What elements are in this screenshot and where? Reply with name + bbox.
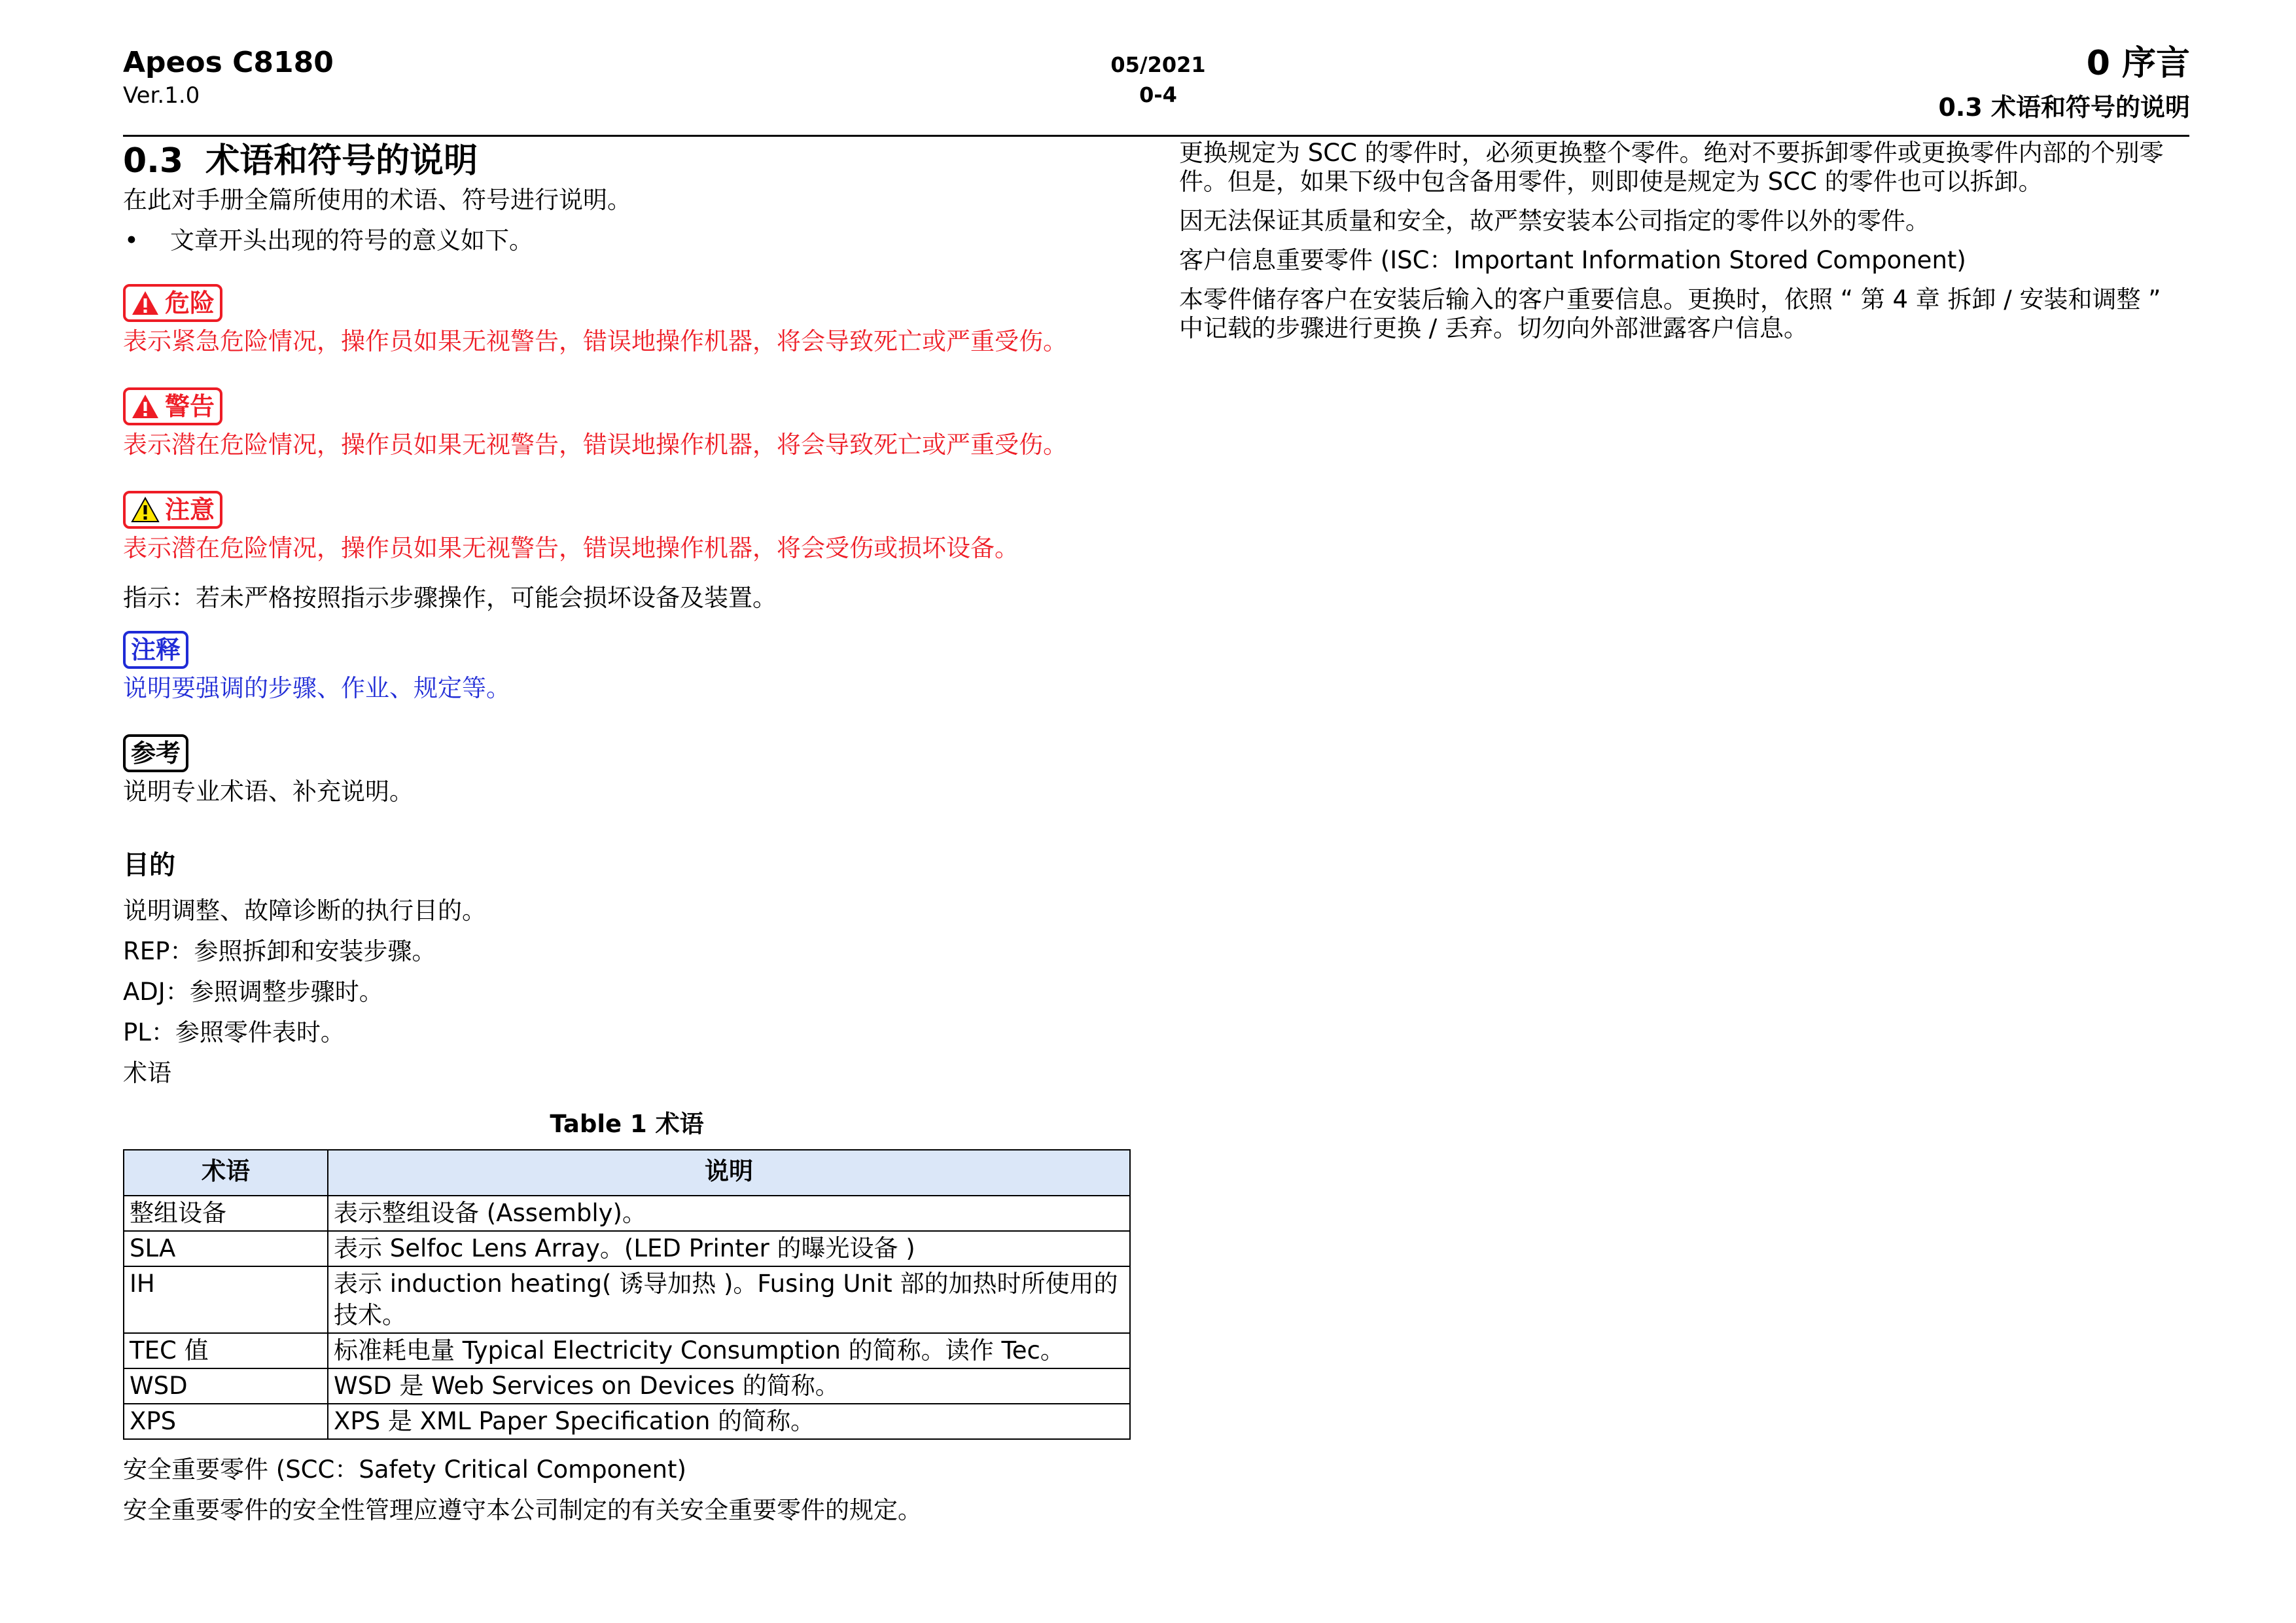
header-page-number: 0-4 [1139,82,1177,107]
danger-badge [123,284,222,322]
caution-triangle-icon [131,497,160,523]
table-cell-description: 表示 Selfoc Lens Array。(LED Printer 的曝光设备 ) [328,1231,1130,1266]
purpose-line: REP：参照拆卸和安装步骤。 [123,937,436,965]
table-cell-description: WSD 是 Web Services on Devices 的简称。 [328,1368,1130,1404]
caution-label: 注意 [165,495,215,524]
table-cell-term: TEC 值 [124,1333,328,1368]
table-cell-term: SLA [124,1231,328,1266]
terms-table [123,1149,1131,1440]
scc-title: 安全重要零件 (SCC：Safety Critical Component) [123,1455,686,1484]
table-row [124,1266,1130,1333]
warning-triangle-icon [131,393,160,419]
scc-text: 安全重要零件的安全性管理应遵守本公司制定的有关安全重要零件的规定。 [123,1496,922,1524]
header-date: 05/2021 [1110,52,1206,77]
reference-badge [123,734,188,772]
danger-text: 表示紧急危险情况，操作员如果无视警告，错误地操作机器，将会导致死亡或严重受伤。 [123,327,1067,355]
intro-text: 在此对手册全篇所使用的术语、符号进行说明。 [123,186,631,214]
reference-text: 说明专业术语、补充说明。 [123,777,414,806]
table-cell-description: 标准耗电量 Typical Electricity Consumption 的简称。读作 Tec。 [328,1333,1130,1368]
table-row [124,1231,1130,1266]
right-paragraph: 客户信息重要零件 (ISC：Important Information Stored Component) [1179,246,1966,274]
table-row [124,1404,1130,1439]
table-header-description: 说明 [328,1150,1130,1196]
table-cell-term: WSD [124,1368,328,1404]
right-paragraph: 本零件储存客户在安装后输入的客户重要信息。更换时，依照 “ 第 4 章 拆卸 / 安装和调整 ” 中记载的步骤进行更换 / 丢弃。切勿向外部泄露客户信息。 [1179,285,2161,342]
bullet-item [123,224,1131,258]
table-cell-description: XPS 是 XML Paper Specification 的简称。 [328,1404,1130,1439]
header-chapter: 0 序言 [2086,44,2190,83]
table-header-term: 术语 [124,1150,328,1196]
right-paragraph: 更换规定为 SCC 的零件时，必须更换整个零件。绝对不要拆卸零件或更换零件内部的个别零件。但是，如果下级中包含备用零件，则即使是规定为 SCC 的零件也可以拆卸。 [1179,139,2164,196]
section-title [123,139,1131,183]
purpose-line: 术语 [123,1059,171,1087]
danger-label: 危险 [165,289,215,317]
section-number: 0.3 [123,141,184,181]
header-section: 0.3 术语和符号的说明 [1938,93,2190,122]
note-text: 说明要强调的步骤、作业、规定等。 [123,674,510,702]
purpose-line: 说明调整、故障诊断的执行目的。 [123,897,486,925]
warning-block [123,387,1131,462]
header-divider [123,135,2189,137]
reference-label: 参考 [131,739,181,768]
reference-block [123,734,1131,809]
note-badge [123,631,188,669]
caution-badge [123,491,222,529]
table-header-row [124,1150,1130,1196]
right-column [1179,139,2189,353]
note-block [123,631,1131,705]
bullet-mark: • [124,226,139,255]
caution-block [123,491,1131,565]
table-cell-description: 表示 induction heating( 诱导加热 )。Fusing Unit 部的加热时所使用的技术。 [328,1266,1130,1333]
table-cell-term: IH [124,1266,328,1333]
right-paragraph: 因无法保证其质量和安全，故严禁安装本公司指定的零件以外的零件。 [1179,207,1930,235]
table-cell-term: 整组设备 [124,1196,328,1231]
purpose-heading: 目的 [123,850,175,880]
table-caption: Table 1 术语 [550,1110,704,1138]
header-version: Ver.1.0 [123,82,200,109]
instruction-text: 指示：若未严格按照指示步骤操作，可能会损坏设备及装置。 [123,584,777,612]
caution-text: 表示潜在危险情况，操作员如果无视警告，错误地操作机器，将会受伤或损坏设备。 [123,534,1019,562]
purpose-line: ADJ：参照调整步骤时。 [123,978,383,1006]
header-product-name: Apeos C8180 [123,46,334,79]
note-label: 注释 [131,635,181,664]
header-date-page [1047,50,1269,110]
table-cell-term: XPS [124,1404,328,1439]
table-cell-description: 表示整组设备 (Assembly)。 [328,1196,1130,1231]
table-row [124,1196,1130,1231]
table-row [124,1368,1130,1404]
warning-badge [123,387,222,425]
bullet-text: 文章开头出现的符号的意义如下。 [170,226,533,255]
warning-label: 警告 [165,392,215,421]
danger-warning-triangle-icon [131,290,160,316]
purpose-line: PL：参照零件表时。 [123,1018,345,1046]
section-title-text: 术语和符号的说明 [205,141,478,181]
left-column [123,139,1131,1527]
danger-block [123,284,1131,359]
table-row [124,1333,1130,1368]
warning-text: 表示潜在危险情况，操作员如果无视警告，错误地操作机器，将会导致死亡或严重受伤。 [123,431,1067,459]
